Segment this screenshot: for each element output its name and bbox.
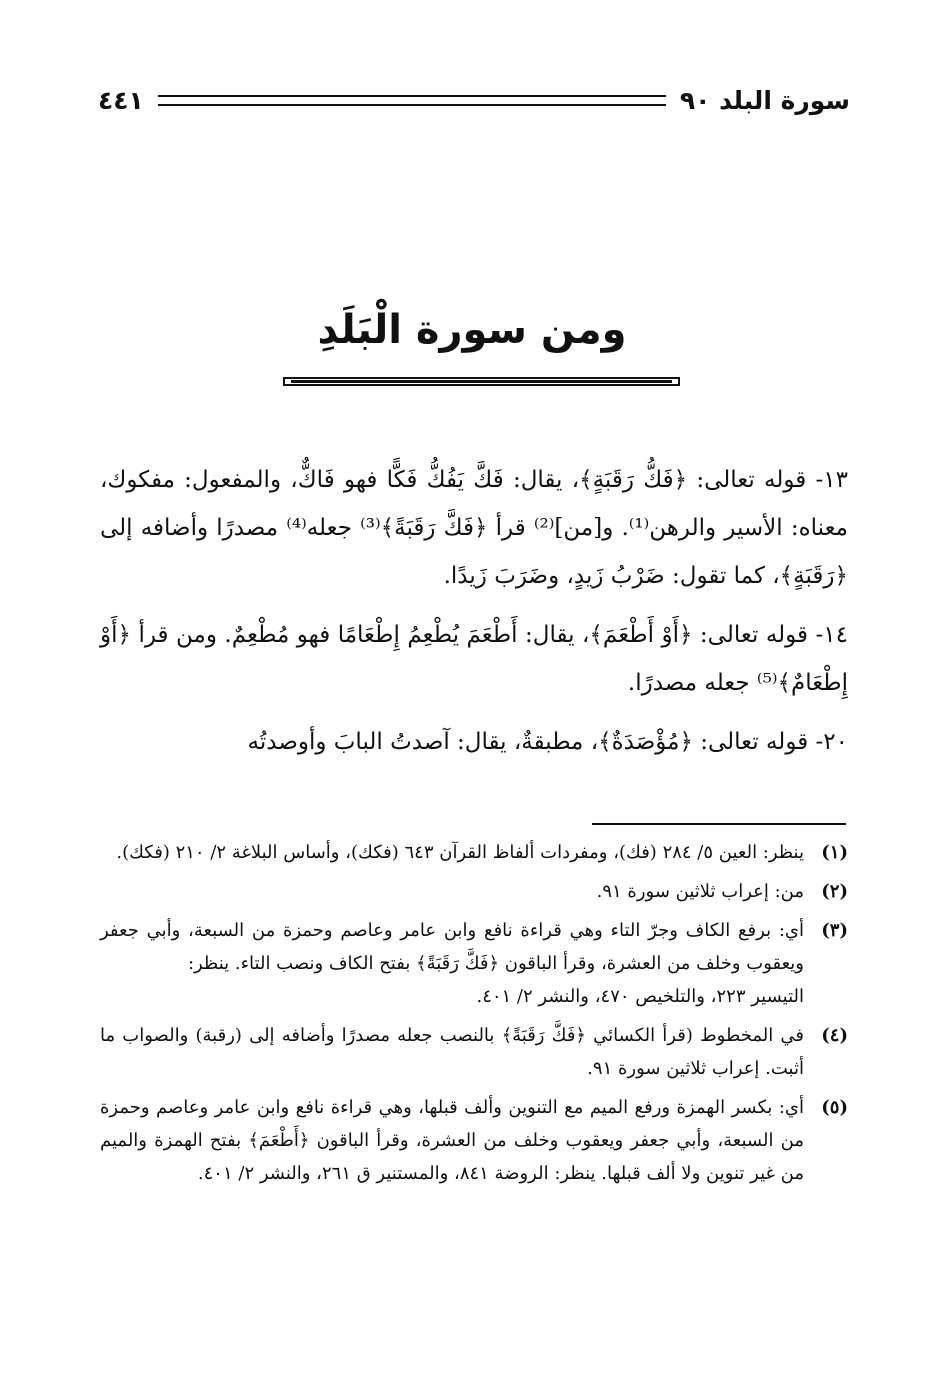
- footnote-text: [100, 836, 804, 869]
- footnote-line: من: إعراب ثلاثين سورة ٩١.: [596, 881, 804, 902]
- footnote-number: (٢): [821, 881, 848, 902]
- footnote-1: [100, 836, 848, 869]
- footnote-text: [100, 875, 804, 908]
- title-underline-ornament: [283, 377, 680, 386]
- main-text: [100, 456, 848, 777]
- footnote-5: [100, 1091, 848, 1190]
- footnote-number: (٥): [821, 1097, 848, 1118]
- footnote-separator: [592, 823, 846, 825]
- footnote-number: (٣): [821, 920, 848, 941]
- footnote-text: [100, 914, 804, 1013]
- footnote-2: [100, 875, 848, 908]
- chapter-title: ومن سورة الْبَلَدِ: [317, 307, 627, 353]
- footnote-line: أي: برفع الكاف وجرّ التاء وهي قراءة نافع وابن عامر وعاصم وحمزة من السبعة، وأبي جعفر ويعقوب وخلف من العشرة، وقرأ الباقون ﴿فَكَّ رَقَبَةً﴾ بفتح الكاف ونصب التاء. ينظر:: [100, 920, 804, 974]
- paragraph-verse-13: ١٣- قوله تعالى: ﴿فَكُّ رَقَبَةٍ﴾، يقال: فَكَّ يَفُكُّ فَكًّا فهو فَاكٌّ، والمفعول: مفكوك، معناه: الأسير والرهن⁽¹⁾. و[من]⁽²⁾ قرأ ﴿فَكَّ رَقَبَةً﴾⁽³⁾ جعله⁽⁴⁾ مصدرًا وأضافه إلى ﴿رَقَبَةٍ﴾، كما تقول: ضَرْبُ زَيدٍ، وضَرَبَ زَيدًا.: [100, 467, 848, 589]
- running-header-surah: سورة البلد ٩٠: [679, 85, 850, 115]
- footnote-4: [100, 1019, 848, 1085]
- footnote-line: ينظر: العين ٥/ ٢٨٤ (فك)، ومفردات ألفاظ القرآن ٦٤٣ (فكك)، وأساس البلاغة ٢/ ٢١٠ (فكك).: [116, 842, 804, 863]
- footnote-3: [100, 914, 848, 1013]
- footnotes: [100, 836, 848, 1196]
- footnote-line: التيسير ٢٢٣، والتلخيص ٤٧٠، والنشر ٢/ ٤٠١.: [476, 986, 804, 1007]
- footnote-number: (٤): [821, 1025, 848, 1046]
- footnote-text: [100, 1019, 804, 1085]
- header-double-rule: [158, 95, 666, 106]
- paragraph-verse-14: ١٤- قوله تعالى: ﴿أَوْ أَطْعَمَ﴾، يقال: أَطْعَمَ يُطْعِمُ إِطْعَامًا فهو مُطْعِمٌ. ومن قرأ ﴿أَوْ إِطْعَامٌ﴾⁽⁵⁾ جعله مصدرًا.: [100, 622, 848, 696]
- footnote-text: [100, 1091, 804, 1190]
- paragraph-verse-20: ٢٠- قوله تعالى: ﴿مُؤْصَدَةٌ﴾، مطبقةٌ، يقال: آصدتُ البابَ وأوصدتُه: [247, 729, 848, 755]
- running-header: [98, 80, 850, 120]
- footnote-number: (١): [821, 842, 848, 863]
- footnote-line: أي: بكسر الهمزة ورفع الميم مع التنوين وألف قبلها، وهي قراءة نافع وابن عامر وعاصم وحمزة من السبعة، وأبي جعفر ويعقوب وخلف من العشرة، وقرأ الباقون ﴿أَطْعَمَ﴾ بفتح الهمزة والميم من غير تنوين ولا ألف قبلها. ينظر: الروضة ٨٤١، والمستنير ق ٢٦١، والنشر ٢/ ٤٠١.: [100, 1097, 804, 1184]
- page-number: ٤٤١: [98, 85, 144, 115]
- footnote-line: في المخطوط (قرأ الكسائي ﴿فَكَّ رَقَبَةً﴾ بالنصب جعله مصدرًا وأضافه إلى (رقبة) والصواب ما أثبت. إعراب ثلاثين سورة ٩١.: [100, 1025, 804, 1079]
